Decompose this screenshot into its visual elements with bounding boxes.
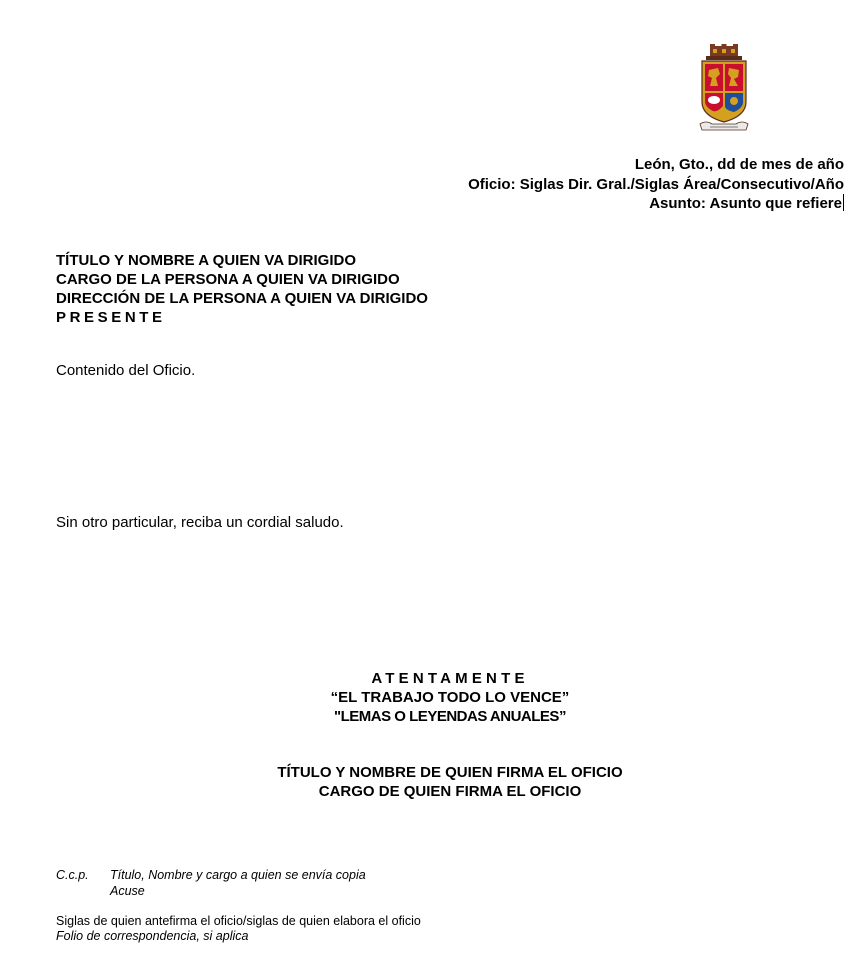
signer-position: CARGO DE QUIEN FIRMA EL OFICIO [318, 783, 582, 800]
signer-title-name: TÍTULO Y NOMBRE DE QUIEN FIRMA EL OFICIO [277, 764, 623, 781]
recipient-presente: PRESENTE [56, 309, 166, 326]
coat-of-arms-icon [696, 44, 752, 132]
initials-line: Siglas de quien antefirma el oficio/siglas de quien elabora el oficio [56, 914, 421, 928]
ccp-recipient: Título, Nombre y cargo a quien se envía copia [110, 868, 366, 882]
folio-line: Folio de correspondencia, si aplica [56, 929, 249, 943]
oficio-line: Oficio: Siglas Dir. Gral./Siglas Área/Consecutivo/Año [468, 176, 844, 193]
letter-content: Contenido del Oficio. [56, 362, 196, 379]
text-cursor [843, 194, 844, 211]
asunto-line[interactable]: Asunto: Asunto que refiere [649, 195, 842, 212]
annual-motto-line: "LEMAS O LEYENDAS ANUALES” [334, 708, 566, 725]
atentamente-label: ATENTAMENTE [371, 670, 529, 687]
asunto-line-container[interactable] [649, 194, 844, 213]
recipient-title-name: TÍTULO Y NOMBRE A QUIEN VA DIRIGIDO [56, 252, 357, 269]
ccp-acuse: Acuse [110, 884, 145, 898]
recipient-position: CARGO DE LA PERSONA A QUIEN VA DIRIGIDO [56, 271, 400, 288]
recipient-department: DIRECCIÓN DE LA PERSONA A QUIEN VA DIRIGIDO [56, 290, 428, 307]
letter-closing: Sin otro particular, reciba un cordial saludo. [56, 514, 344, 531]
ccp-label: C.c.p. [56, 868, 89, 882]
motto-line: “EL TRABAJO TODO LO VENCE” [330, 689, 570, 706]
date-line: León, Gto., dd de mes de año [634, 156, 844, 173]
